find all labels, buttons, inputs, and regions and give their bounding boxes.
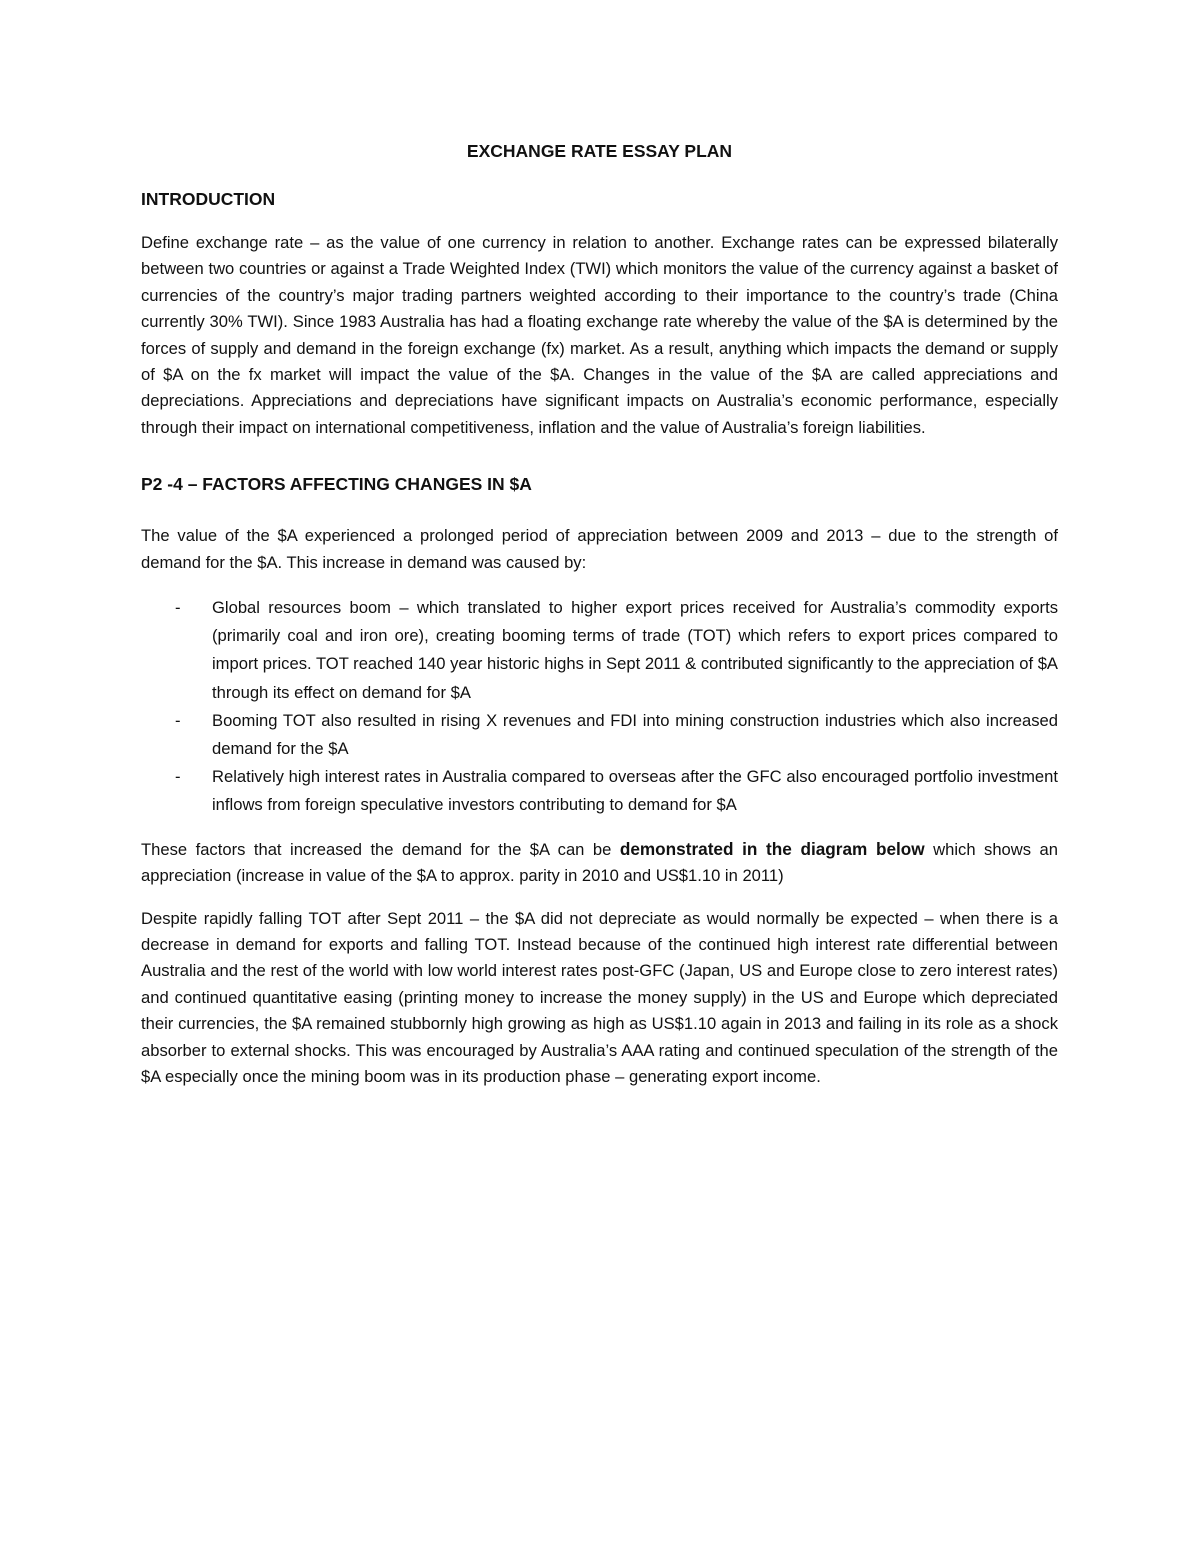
diagram-emphasis: demonstrated in the diagram below [619, 838, 925, 859]
closing-paragraph: Despite rapidly falling TOT after Sept 2011 – the $A did not depreciate as would normally be expected – when there is a decrease in demand for exports and falling TOT. Instead because of the continued high interest rate differential between Australia and the rest of the world with low world interest rates post-GFC (Japan, US and Europe close to zero interest rates) and continued quantitative easing (printing money to increase the money supply) in the US and Europe which depreciated their currencies, the $A remained stubbornly high growing as high as US$1.10 again in 2013 and failing in its role as a shock absorber to external shocks. This was encouraged by Australia’s AAA rating and continued speculation of the strength of the $A especially once the mining boom was in its production phase – generating export income. [141, 908, 1058, 1086]
factors-lead-paragraph: The value of the $A experienced a prolonged period of appreciation between 2009 and 2013 – due to the strength of demand for the $A. This increase in demand was caused by: [141, 526, 1058, 572]
bullet-dash: - [175, 598, 181, 618]
bullet-dash: - [175, 710, 181, 730]
bullet-dash: - [175, 767, 181, 787]
bullet-text: Relatively high interest rates in Australia compared to overseas after the GFC also encouraged portfolio investment inflows from foreign speculative investors contributing to demand for $A [212, 767, 1058, 815]
list-item [141, 763, 1058, 819]
diagram-paragraph [141, 836, 1058, 890]
factors-heading: P2 -4 – FACTORS AFFECTING CHANGES IN $A [141, 474, 532, 495]
bullet-text: Global resources boom – which translated to higher export prices received for Australia’s commodity exports (primarily coal and iron ore), creating booming terms of trade (TOT) which refers to export prices compared to import prices. TOT reached 140 year historic highs in Sept 2011 & contributed significantly to the appreciation of $A through its effect on demand for $A [212, 598, 1058, 702]
diagram-paragraph-start: These factors that increased the demand for the $A can be [141, 839, 620, 859]
list-item [141, 707, 1058, 763]
document-page [141, 138, 1058, 1090]
list-item [141, 594, 1058, 707]
factors-bullet-list [141, 594, 1058, 820]
bullet-text: Booming TOT also resulted in rising X revenues and FDI into mining construction industries which also increased demand for the $A [212, 710, 1058, 759]
diagram-paragraph-end: which shows an appreciation (increase in value of the $A to approx. parity in 2010 and US$1.10 in 2011) [141, 839, 1058, 886]
document-title: EXCHANGE RATE ESSAY PLAN [466, 141, 733, 161]
introduction-paragraph: Define exchange rate – as the value of one currency in relation to another. Exchange rates can be expressed bilaterally between two countries or against a Trade Weighted Index (TWI) which monitors the value of the currency against a basket of currencies of the country’s major trading partners weighted according to their importance to the country’s trade (China currently 30% TWI). Since 1983 Australia has had a floating exchange rate whereby the value of the $A is determined by the forces of supply and demand in the foreign exchange (fx) market. As a result, anything which impacts the demand or supply of $A on the fx market will impact the value of the $A. Changes in the value of the $A are called appreciations and depreciations. Appreciations and depreciations have significant impacts on Australia’s economic performance, especially through their impact on international competitiveness, inflation and the value of Australia’s foreign liabilities. [141, 233, 1058, 437]
introduction-heading: INTRODUCTION [141, 189, 276, 209]
